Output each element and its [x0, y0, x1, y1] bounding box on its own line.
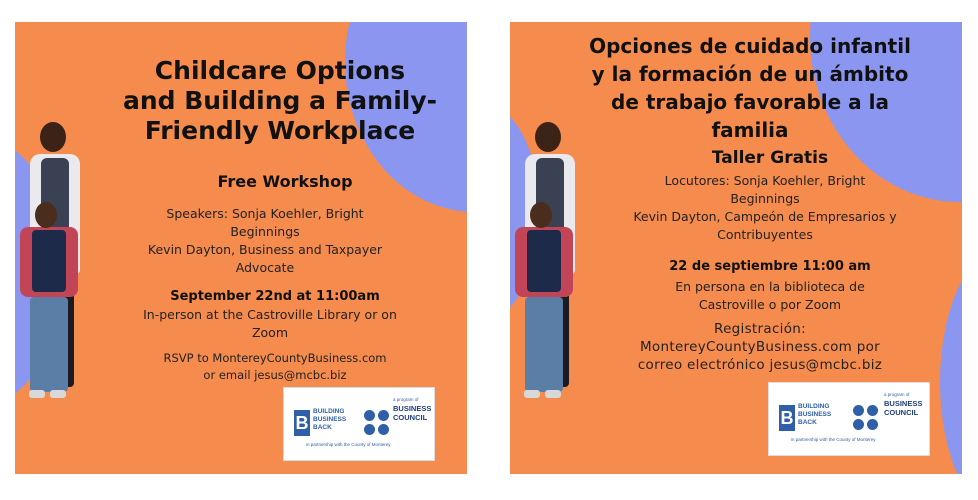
title-line: de trabajo favorable a la: [611, 90, 889, 114]
mcbc-logo-icon: [364, 410, 390, 436]
partnership-text: in partnership with the County of Monterey: [306, 442, 391, 447]
venue-text: [620, 278, 920, 314]
building-business-back-text: BUILDING BUSINESS BACK: [313, 408, 347, 431]
speakers-line: Kevin Dayton, Business and Taxpayer: [147, 242, 383, 257]
registration-line: Registración:: [714, 321, 806, 337]
building-business-back-text: BUILDING BUSINESS BACK: [798, 403, 832, 426]
flyer-title: [95, 56, 465, 146]
title-line: Friendly Workplace: [144, 116, 416, 145]
title-line: Opciones de cuidado infantil: [589, 34, 911, 58]
venue-line: Castroville o por Zoom: [698, 297, 842, 312]
venue-line: Zoom: [251, 325, 289, 340]
sponsor-logo: [283, 387, 435, 461]
business-council-text: BUSINESS COUNCIL: [393, 404, 432, 422]
english-flyer: [15, 22, 467, 474]
speakers-line: Locutores: Sonja Koehler, Bright: [664, 173, 866, 188]
father-and-son-photo: [20, 122, 115, 422]
speakers-line: Advocate: [235, 260, 295, 275]
business-council-text: BUSINESS COUNCIL: [884, 399, 923, 417]
speakers-line: Beginnings: [230, 224, 300, 239]
event-date: September 22nd at 11:00am: [170, 289, 380, 304]
flyer-title: [550, 32, 950, 144]
registration-line: correo electrónico jesus@mcbc.biz: [637, 357, 883, 373]
speakers-line: Kevin Dayton, Campeón de Empresarios y: [633, 209, 897, 224]
title-line: Childcare Options: [154, 56, 406, 85]
building-business-back-logo-icon: B: [294, 410, 310, 436]
speakers-text: [115, 205, 415, 277]
speakers-line: Beginnings: [730, 191, 800, 206]
venue-text: [105, 306, 435, 342]
father-and-son-photo: [515, 122, 610, 422]
program-of-text: a program of: [393, 397, 419, 402]
registration-line: MontereyCountyBusiness.com por: [639, 339, 881, 355]
flyer-subtitle: Taller Gratis: [711, 148, 829, 168]
flyer-subtitle: Free Workshop: [217, 172, 353, 191]
program-of-text: a program of: [884, 392, 910, 397]
title-line: y la formación de un ámbito: [591, 62, 909, 86]
decorative-blob: [940, 242, 962, 474]
speakers-line: Contribuyentes: [717, 227, 813, 242]
venue-line: In-person at the Castroville Library or on: [143, 307, 397, 322]
venue-line: En persona en la biblioteca de: [675, 279, 865, 294]
building-business-back-logo-icon: B: [779, 405, 795, 431]
partnership-text: in partnership with the County of Monterey: [791, 437, 876, 442]
title-line: and Building a Family-: [122, 86, 438, 115]
rsvp-line: or email jesus@mcbc.biz: [203, 368, 347, 382]
title-line: familia: [711, 118, 789, 142]
mcbc-logo-icon: [853, 405, 879, 431]
rsvp-line: RSVP to MontereyCountyBusiness.com: [163, 351, 387, 365]
speakers-text: [600, 172, 930, 244]
spanish-flyer: [510, 22, 962, 474]
speakers-line: Speakers: Sonja Koehler, Bright: [166, 206, 364, 221]
event-date: 22 de septiembre 11:00 am: [669, 259, 871, 274]
sponsor-logo: [768, 382, 930, 456]
rsvp-text: [115, 350, 435, 384]
registration-text: [590, 320, 930, 374]
